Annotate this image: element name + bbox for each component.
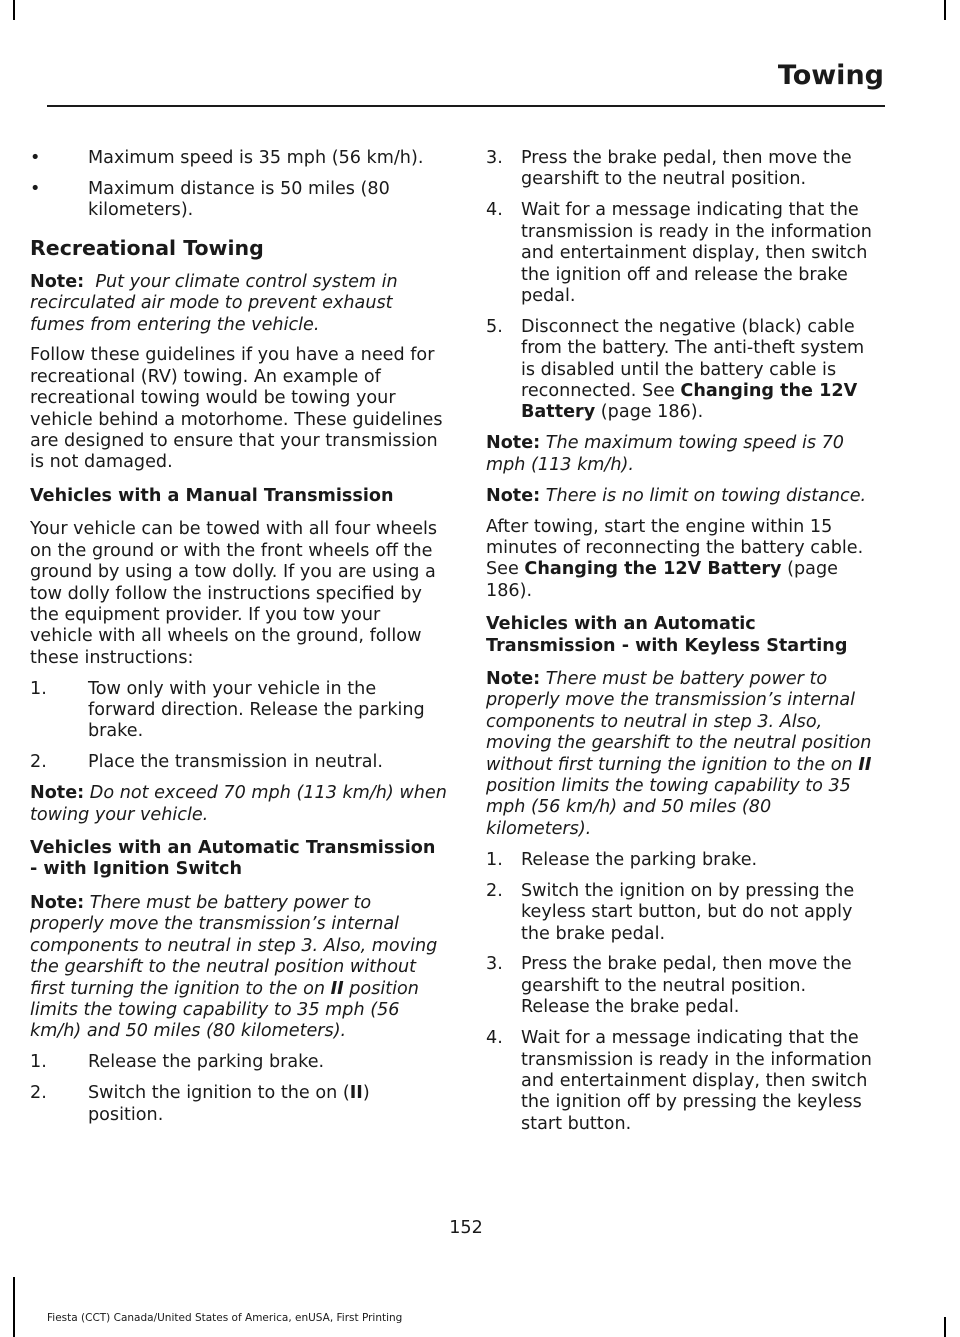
note-battery-power [486,669,880,840]
note-label: Note: [30,271,85,292]
list-item [30,1052,448,1073]
list-text: Release the parking brake. [521,849,758,870]
note-label: Note: [486,669,541,690]
note-label: Note: [486,433,541,454]
list-item [486,954,880,1018]
list-text: Switch the ignition to the on ( [88,1083,350,1104]
note-bold-position: II [330,978,344,999]
bullet-text: Maximum distance is 50 miles (80 kilometers). [88,178,390,221]
list-number: 3. [486,954,503,975]
crop-mark-bottom-left-v [13,1277,15,1337]
right-column [486,148,880,1145]
note-battery-power [30,893,448,1043]
list-number: 1. [30,678,47,699]
bullet-item [30,148,448,169]
crop-mark-bottom-right-v [944,1317,946,1337]
crop-mark-top-left-v [13,0,15,20]
header-rule [47,105,885,107]
note-text: There must be battery power to properly move the transmission’s internal components to neutral in step 3. Also, moving the gearshift to the neutral position without first turning the ignition to the on [30,892,438,999]
list-text: Tow only with your vehicle in the forward direction. Release the parking brake. [88,678,425,742]
list-text: Disconnect the negative (black) cable from the battery. The anti-theft system is disabled until the battery cable is reconnected. See [521,316,865,402]
page-number: 152 [449,1218,483,1238]
list-number: 3. [486,148,503,168]
list-number: 5. [486,316,503,337]
note-label: Note: [30,892,85,913]
list-item [30,679,448,743]
bullet-item [30,179,448,222]
page-header [0,60,884,91]
page-reference: (page 186). [486,559,838,601]
section-heading-recreational: Recreational Towing [30,235,264,260]
note-distance [486,486,880,507]
subheading-automatic-keyless: Vehicles with an Automatic Transmission - with Keyless Starting [486,614,848,656]
list-text: Press the brake pedal, then move the gearshift to the neutral position. Release the brake pedal. [521,954,852,1018]
page-title: Towing [777,60,884,91]
list-number: 4. [486,1028,503,1049]
list-item [486,317,880,424]
note-text: The maximum towing speed is 70 mph (113 km/h). [486,433,844,475]
list-number: 4. [486,200,503,221]
list-item [486,1028,880,1135]
note-climate [30,272,448,336]
list-item [486,881,880,945]
paragraph-manual: Your vehicle can be towed with all four wheels on the ground or with the front wheels off the ground by using a tow dolly. If you are using a tow dolly follow the instructions specified by the equipment provider. If you tow your vehicle with all wheels on the ground, follow these instructions: [30,519,438,668]
list-item [486,200,880,307]
list-text: Place the transmission in neutral. [88,752,383,773]
paragraph-text: After towing, start the engine within 15 minutes of reconnecting the battery cable. See [486,516,864,580]
cross-reference-link[interactable]: Changing the 12V Battery [521,381,858,423]
list-text: Release the parking brake. [88,1052,325,1073]
paragraph-after-towing [486,517,880,603]
note-text: position limits the towing capability to 35 mph (56 km/h) and 50 miles (80 kilometers). [486,776,851,839]
list-number: 2. [486,880,503,901]
list-item [486,148,880,191]
note-text: Do not exceed 70 mph (113 km/h) when towing your vehicle. [30,783,447,825]
cross-reference-link[interactable]: Changing the 12V Battery [524,559,782,580]
note-label: Note: [30,783,85,804]
list-number: 2. [30,752,47,773]
list-item [486,850,880,871]
list-bold-position: II [349,1083,363,1104]
list-item [30,752,448,773]
paragraph-guidelines: Follow these guidelines if you have a need for recreational (RV) towing. An example of recreational towing would be towing your vehicle behind a motorhome. These guidelines are designed to ensure that your transmission is not damaged. [30,345,443,473]
bullet-marker: • [30,148,41,168]
left-column [30,148,448,1135]
bullet-marker: • [30,178,41,199]
note-max-speed [486,433,880,476]
list-number: 1. [486,849,503,870]
note-text: There is no limit on towing distance. [545,485,867,506]
list-text: Switch the ignition on by pressing the keyless start button, but do not apply the brake pedal. [521,880,855,944]
subheading-automatic-ignition: Vehicles with an Automatic Transmission - with Ignition Switch [30,838,436,880]
subheading-manual: Vehicles with a Manual Transmission [30,485,394,506]
list-text: Wait for a message indicating that the transmission is ready in the information and entertainment display, then switch the ignition off and release the brake pedal. [521,200,872,306]
list-number: 2. [30,1083,47,1104]
list-text: ) position. [88,1083,370,1125]
bullet-text: Maximum speed is 35 mph (56 km/h). [88,148,424,168]
page-reference: (page 186). [600,402,704,423]
note-speed [30,783,448,826]
note-bold-position: II [858,754,872,775]
note-label: Note: [486,485,541,506]
note-text: position limits the towing capability to 35 mph (56 km/h) and 50 miles (80 kilometers). [30,978,419,1042]
note-text: There must be battery power to properly move the transmission’s internal components to neutral in step 3. Also, moving the gearshift to the neutral position without first turning the ignition to the on [486,669,872,775]
crop-mark-top-right-v [944,0,946,20]
list-number: 1. [30,1052,47,1073]
list-text: Wait for a message indicating that the transmission is ready in the information and entertainment display, then switch the ignition off by pressing the keyless start button. [521,1028,872,1134]
list-text: Press the brake pedal, then move the gearshift to the neutral position. [521,148,852,190]
note-text: Put your climate control system in recirculated air mode to prevent exhaust fumes from entering the vehicle. [30,271,398,335]
footer-edition: Fiesta (CCT) Canada/United States of America, enUSA, First Printing [47,1312,403,1324]
list-item [30,1083,448,1126]
